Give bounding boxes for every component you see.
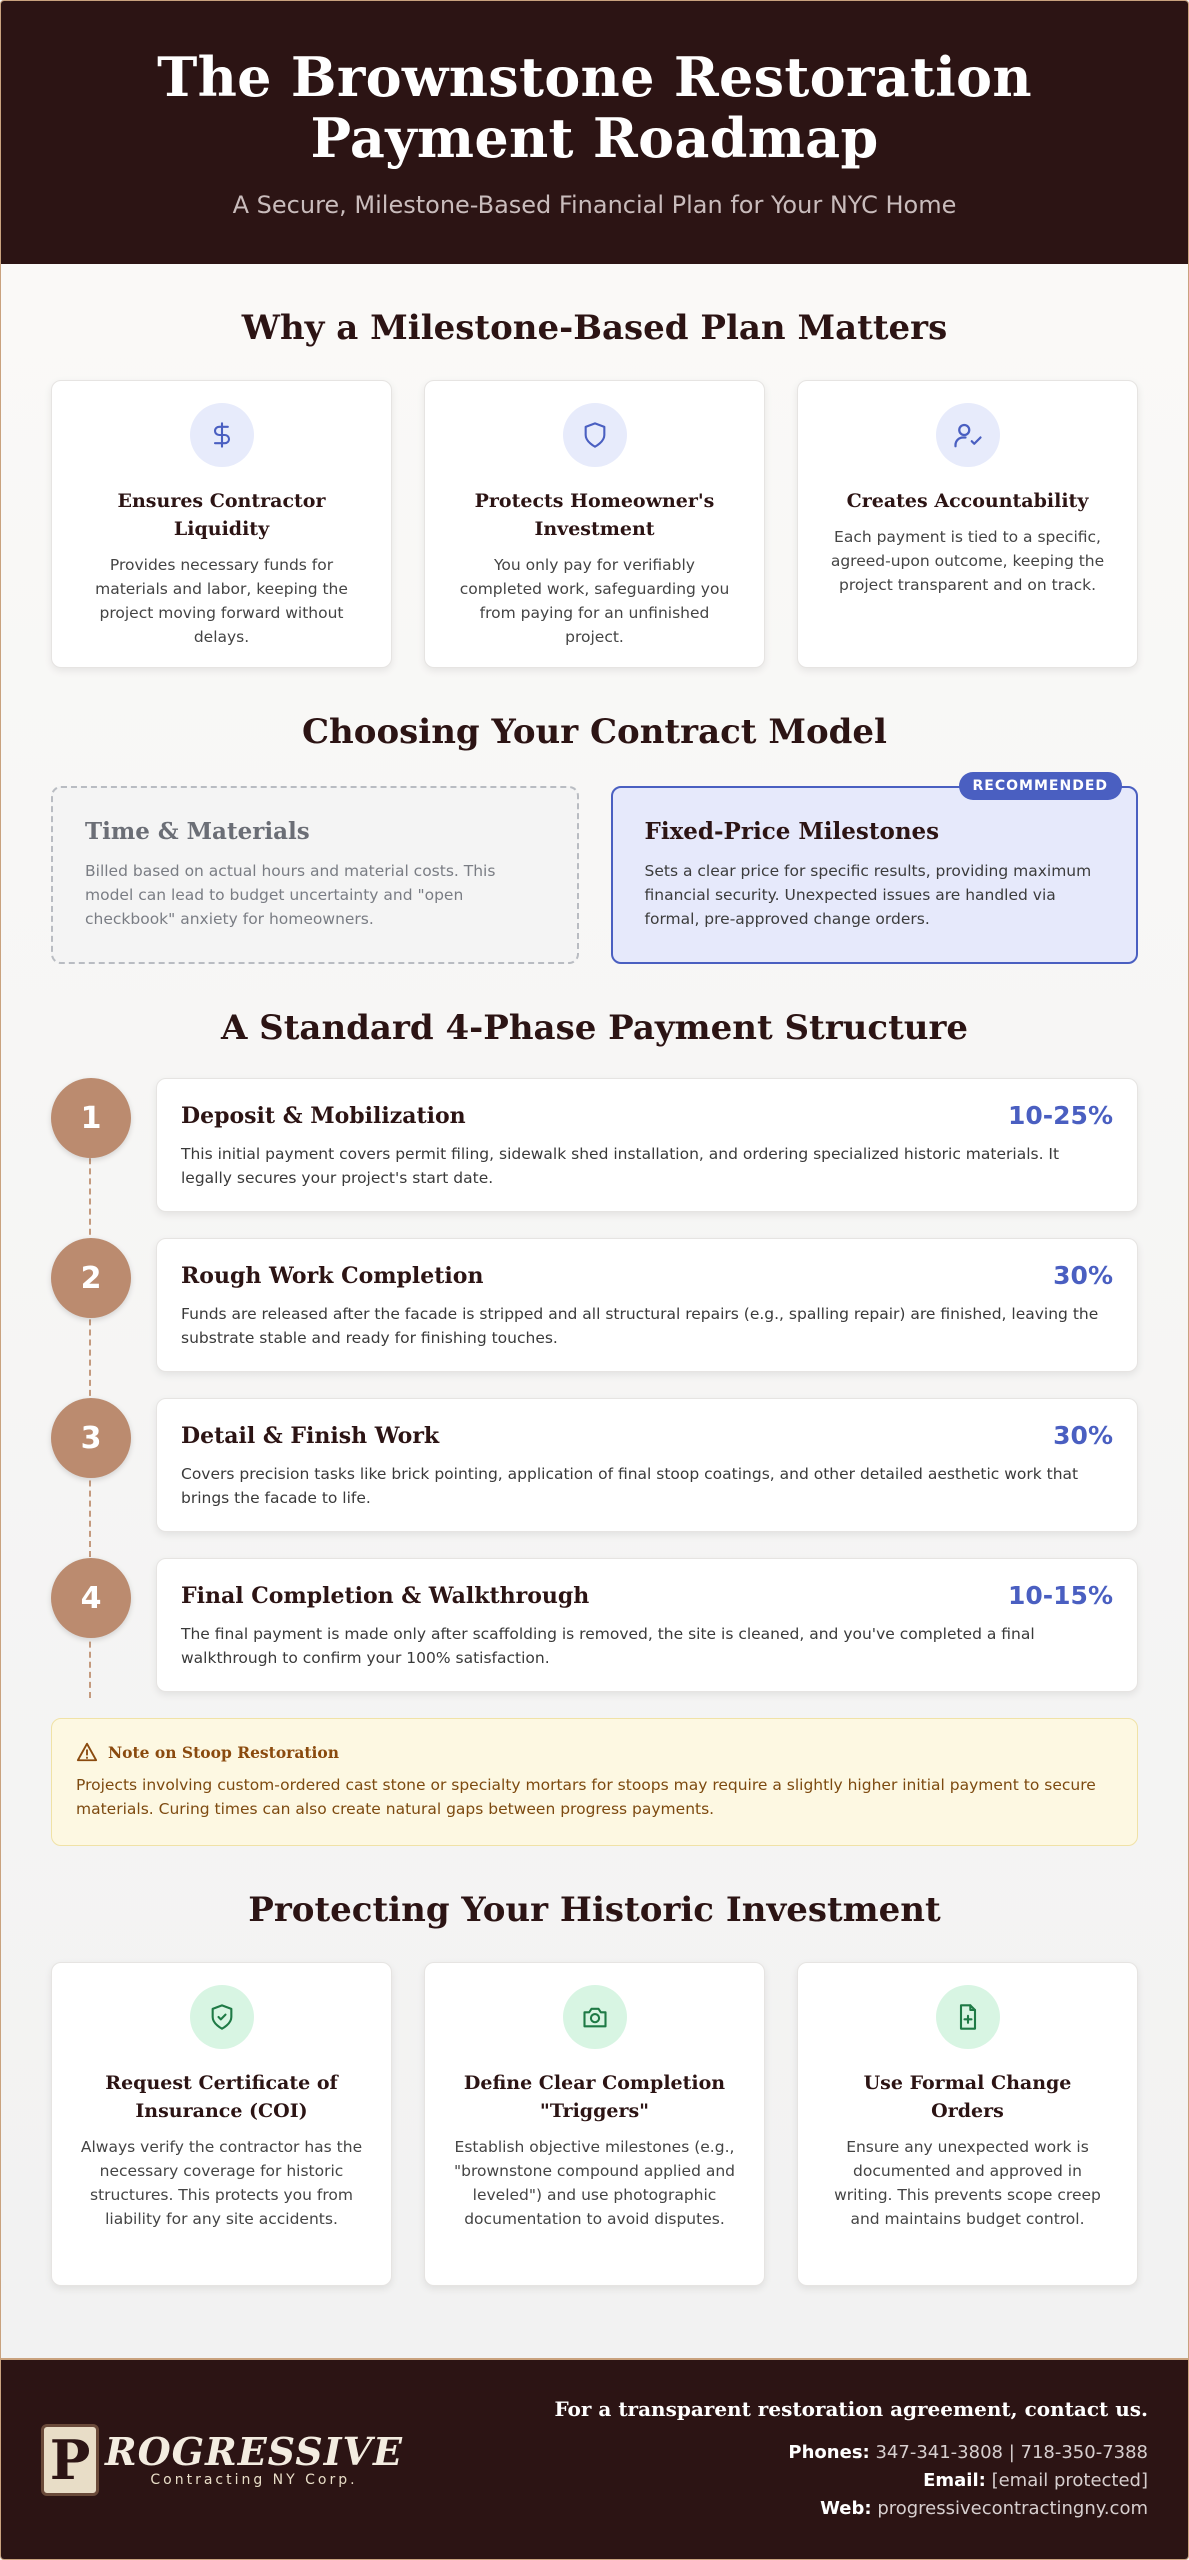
why-card-liquidity — [51, 380, 392, 668]
phase-number: 4 — [51, 1558, 131, 1638]
user-check-icon — [936, 403, 1000, 467]
title-line-2: Payment Roadmap — [310, 106, 879, 170]
why-card-protects — [424, 380, 765, 668]
time-materials-card — [51, 786, 579, 964]
phones-label: Phones: — [788, 2441, 870, 2463]
why-card-title: Protects Homeowner's Investment — [474, 490, 715, 540]
page-title — [1, 47, 1188, 169]
logo-sub-text: Contracting NY Corp. — [150, 2471, 358, 2488]
email-line — [554, 2467, 1148, 2495]
protect-card-text: Always verify the contractor has the necessary coverage for historic structures. This protects you from liability for any site accidents. — [80, 2138, 363, 2228]
time-materials-title: Time & Materials — [85, 818, 310, 845]
camera-icon — [563, 1985, 627, 2049]
protect-card-text: Ensure any unexpected work is documented and approved in writing. This prevents scope creep and maintains budget control. — [834, 2138, 1101, 2228]
phase-card — [156, 1398, 1138, 1532]
warning-icon — [76, 1741, 98, 1763]
phase-percent: 30% — [1053, 1261, 1113, 1290]
phase-percent: 30% — [1053, 1421, 1113, 1450]
recommended-badge: RECOMMENDED — [959, 772, 1122, 800]
page-subtitle: A Secure, Milestone-Based Financial Plan for Your NYC Home — [232, 191, 957, 219]
fixed-price-card — [611, 778, 1139, 964]
company-logo — [41, 2424, 403, 2496]
phase-text: The final payment is made only after scaffolding is removed, the site is cleaned, and you've completed a final walkthrough to confirm your 100% satisfaction. — [181, 1625, 1035, 1667]
phase-title: Deposit & Mobilization — [181, 1102, 466, 1129]
protect-card-title: Use Formal Change Orders — [863, 2072, 1072, 2122]
why-card-title: Creates Accountability — [846, 490, 1089, 512]
contact-info — [554, 2397, 1148, 2523]
why-card-text: Provides necessary funds for materials and labor, keeping the project moving forward without delays. — [95, 556, 348, 646]
note-title: Note on Stoop Restoration — [108, 1742, 340, 1762]
protect-card-title: Define Clear Completion "Triggers" — [463, 2072, 726, 2122]
phase-number: 3 — [51, 1398, 131, 1478]
phase-card — [156, 1558, 1138, 1692]
models-title: Choosing Your Contract Model — [302, 712, 887, 752]
logo-letter: P — [41, 2424, 99, 2496]
phones-line — [554, 2439, 1148, 2467]
phase-percent: 10-25% — [1007, 1101, 1113, 1130]
stoop-note — [51, 1718, 1138, 1846]
phase-item — [51, 1078, 1138, 1212]
phase-number: 1 — [51, 1078, 131, 1158]
file-plus-icon — [936, 1985, 1000, 2049]
dollar-icon — [190, 403, 254, 467]
web-line — [554, 2495, 1148, 2523]
phase-title: Detail & Finish Work — [181, 1422, 440, 1449]
why-section — [1, 264, 1188, 668]
email-link[interactable]: [email protected] — [991, 2469, 1148, 2491]
why-title: Why a Milestone-Based Plan Matters — [241, 308, 948, 348]
web-label: Web: — [820, 2497, 872, 2519]
protect-card-change-orders — [797, 1962, 1138, 2286]
title-line-1: The Brownstone Restoration — [157, 45, 1032, 109]
time-materials-text: Billed based on actual hours and material costs. This model can lead to budget uncertainty and "open checkbook" anxiety for homeowners. — [85, 862, 496, 928]
phase-percent: 10-15% — [1007, 1581, 1113, 1610]
phase-text: Funds are released after the facade is stripped and all structural repairs (e.g., spalling repair) are finished, leaving the substrate stable and ready for finishing touches. — [181, 1305, 1099, 1347]
phones-link[interactable]: 347-341-3808 | 718-350-7388 — [875, 2441, 1148, 2463]
phase-card — [156, 1238, 1138, 1372]
web-link[interactable]: progressivecontractingny.com — [877, 2497, 1148, 2519]
shield-icon — [563, 403, 627, 467]
why-card-text: You only pay for verifiably completed work, safeguarding you from paying for an unfinished project. — [459, 556, 730, 646]
logo-main-text: ROGRESSIVE — [105, 2428, 403, 2474]
phase-text: Covers precision tasks like brick pointing, application of final stoop coatings, and other detailed aesthetic work that brings the facade to life. — [181, 1465, 1079, 1507]
phases-title: A Standard 4-Phase Payment Structure — [220, 1008, 969, 1048]
phases-section — [1, 964, 1188, 1692]
protect-title: Protecting Your Historic Investment — [248, 1890, 941, 1930]
phase-text: This initial payment covers permit filing, sidewalk shed installation, and ordering specialized historic materials. It legally secures your project's start date. — [181, 1145, 1060, 1187]
footer — [1, 2358, 1188, 2559]
protect-card-text: Establish objective milestones (e.g., "brownstone compound applied and leveled") and use photographic documentation to avoid disputes. — [454, 2138, 735, 2228]
phase-number: 2 — [51, 1238, 131, 1318]
protect-card-triggers — [424, 1962, 765, 2286]
why-card-title: Ensures Contractor Liquidity — [117, 490, 326, 540]
phase-item — [51, 1398, 1138, 1532]
email-label: Email: — [923, 2469, 986, 2491]
protect-section — [1, 1846, 1188, 2286]
why-card-text: Each payment is tied to a specific, agreed-upon outcome, keeping the project transparent and on track. — [830, 528, 1105, 594]
protect-card-coi — [51, 1962, 392, 2286]
contact-lead: For a transparent restoration agreement, contact us. — [554, 2396, 1148, 2421]
protect-card-title: Request Certificate of Insurance (COI) — [105, 2072, 338, 2122]
note-text: Projects involving custom-ordered cast stone or specialty mortars for stoops may require a slightly higher initial payment to secure materials. Curing times can also create natural gaps between progress payments. — [76, 1776, 1096, 1818]
phase-title: Final Completion & Walkthrough — [181, 1582, 590, 1609]
fixed-price-title: Fixed-Price Milestones — [644, 818, 940, 845]
contract-model-section — [1, 668, 1188, 964]
phase-item — [51, 1238, 1138, 1372]
phase-title: Rough Work Completion — [181, 1262, 484, 1289]
why-card-accountability — [797, 380, 1138, 668]
phase-card — [156, 1078, 1138, 1212]
fixed-price-text: Sets a clear price for specific results, providing maximum financial security. Unexpected issues are handled via formal, pre-approved change orders. — [644, 862, 1092, 928]
phase-item — [51, 1558, 1138, 1692]
hero-header — [1, 1, 1188, 264]
shield-check-icon — [190, 1985, 254, 2049]
